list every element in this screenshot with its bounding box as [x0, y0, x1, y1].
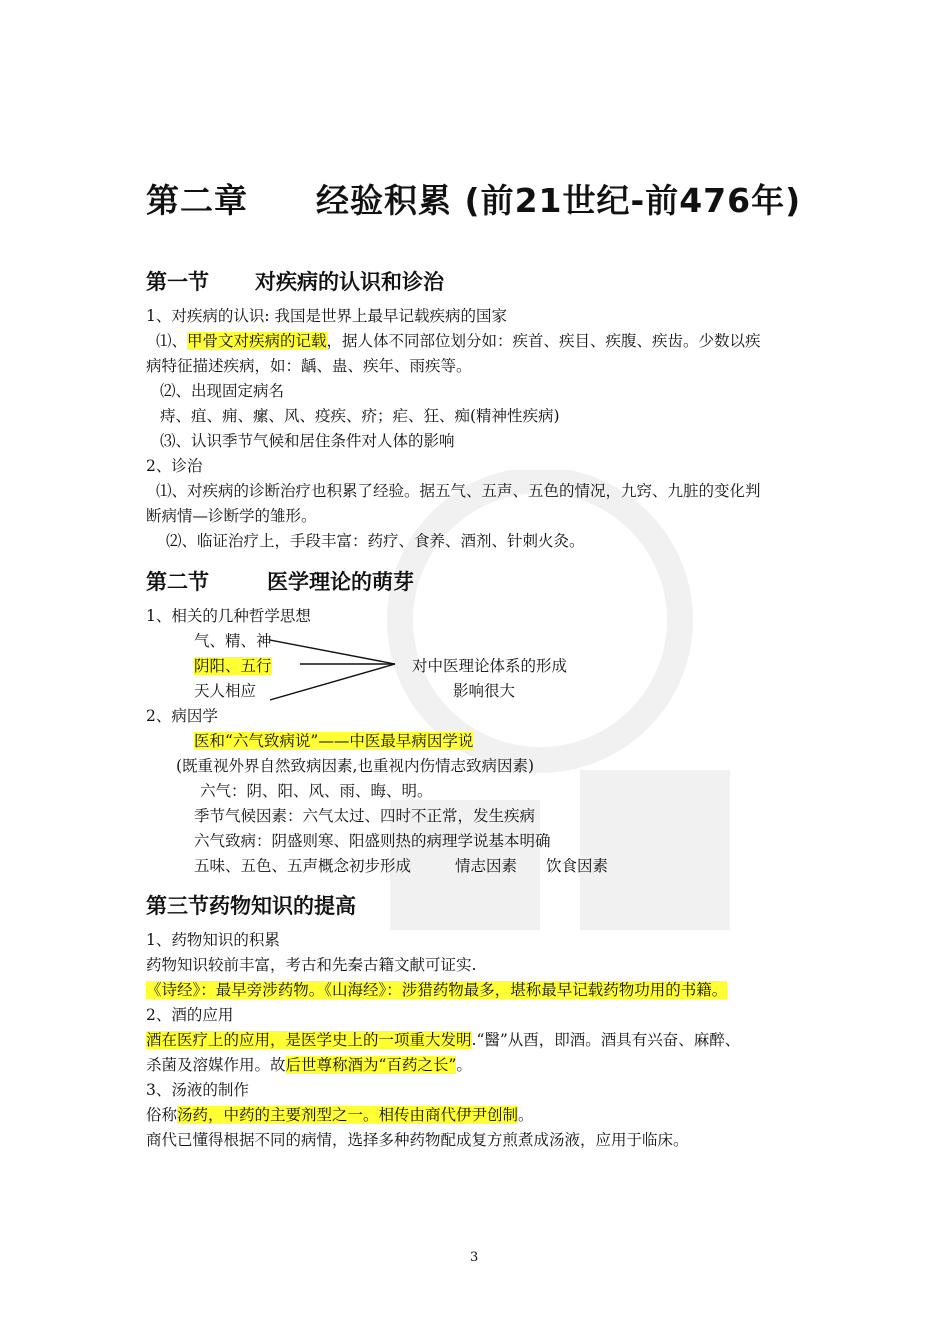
text-line: 痔、疽、痈、瘰、风、疫疾、疥；疟、狂、痴(精神性疾病) [160, 407, 560, 425]
text-line: 病特征描述疾病，如：龋、蛊、疾年、雨疾等。 [146, 357, 472, 375]
text-line: 情志因素 [455, 857, 518, 875]
text-line: ⑴、甲骨文对疾病的记载，据人体不同部位划分如：疾首、疾目、疾腹、疾齿。少数以疾 [156, 332, 761, 350]
effect-text: 对中医理论体系的形成 [412, 657, 568, 675]
converging-arrows [270, 630, 410, 704]
text-line: 六气致病：阴盛则寒、阳盛则热的病理学说基本明确 [194, 832, 551, 850]
text-line: 2、病因学 [146, 707, 218, 725]
highlight: 甲骨文对疾病的记载 [187, 332, 327, 350]
text-line: 断病情—诊断学的雏形。 [146, 507, 317, 525]
philosophy-item: 气、精、神 [194, 632, 272, 650]
philosophy-item: 天人相应 [194, 682, 257, 700]
text-line: ⑵、出现固定病名 [160, 382, 285, 400]
text-line: (既重视外界自然致病因素,也重视内伤情志致病因素) [176, 757, 535, 775]
text-line: 医和“六气致病说”——中医最早病因学说 [194, 732, 474, 750]
section-2-heading: 第二节 医学理论的萌芽 [146, 570, 414, 594]
text-line: 酒在医疗上的应用，是医学史上的一项重大发明.“醫”从酉，即酒。酒具有兴奋、麻醉、 [146, 1031, 741, 1049]
text-line: 俗称汤药，中药的主要剂型之一。相传由商代伊尹创制。 [146, 1106, 534, 1124]
text-line: 2、酒的应用 [146, 1006, 234, 1024]
text-line: 1、药物知识的积累 [146, 931, 280, 949]
text-line: ⑶、认识季节气候和居住条件对人体的影响 [160, 432, 455, 450]
text-line: 1、对疾病的认识: 我国是世界上最早记载疾病的国家 [146, 307, 508, 325]
text-line: 2、诊治 [146, 457, 203, 475]
text-line: 季节气候因素：六气太过、四时不正常，发生疾病 [194, 807, 536, 825]
chapter-title: 第二章 经验积累 (前21世纪-前476年) [146, 181, 802, 220]
text-line: ⑵、临证治疗上，手段丰富：药疗、食养、酒剂、针刺火灸。 [166, 532, 585, 550]
text-line: 药物知识较前丰富，考古和先秦古籍文献可证实. [146, 956, 477, 974]
text-line: 饮食因素 [546, 857, 609, 875]
text-line: 杀菌及溶媒作用。故后世尊称酒为“百药之长”。 [146, 1056, 472, 1074]
page-number: 3 [470, 1250, 479, 1265]
text-line: 五味、五色、五声概念初步形成 [194, 857, 412, 875]
philosophy-item: 阴阳、五行 [194, 657, 272, 675]
text-line: 六气：阴、阳、风、雨、晦、明。 [200, 782, 433, 800]
text-line: 1、相关的几种哲学思想 [146, 607, 311, 625]
text-line: 商代已懂得根据不同的病情，选择多种药物配成复方煎煮成汤液，应用于临床。 [146, 1131, 689, 1149]
text-line: 3、汤液的制作 [146, 1081, 249, 1099]
section-3-heading: 第三节药物知识的提高 [146, 894, 356, 918]
text-line: 《诗经》：最早旁涉药物。《山海经》：涉猎药物最多，堪称最早记载药物功用的书籍。 [146, 981, 728, 999]
text-line: ⑴、对疾病的诊断治疗也积累了经验。据五气、五声、五色的情况，九窍、九脏的变化判 [156, 482, 761, 500]
section-1-heading: 第一节 对疾病的认识和诊治 [146, 270, 444, 294]
effect-text: 影响很大 [453, 682, 516, 700]
